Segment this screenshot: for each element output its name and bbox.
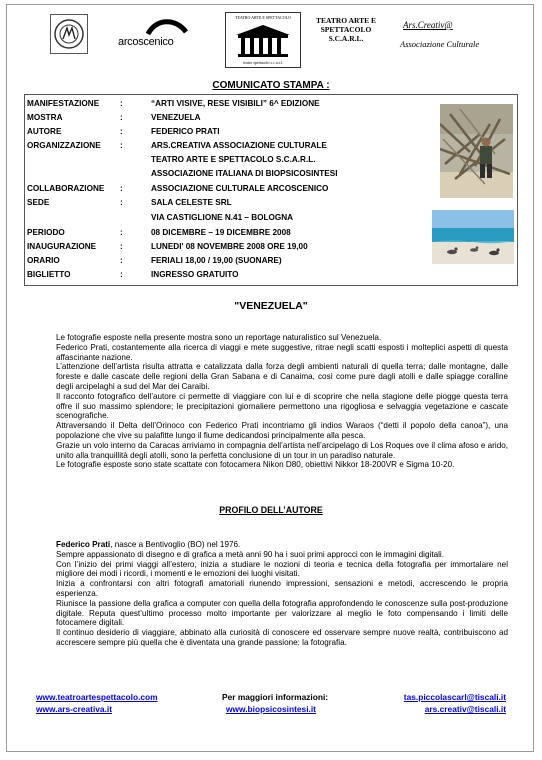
paragraph: Il racconto fotografico dell’autore ci permette di viaggiare con lui e di scoprire che nella stagione delle piogge questa terra offre il suo massimo splendore; le precipitazioni giornaliere permettono una rigogliosa e selvaggia vegetazione e cascate scenografiche. [56,391,508,421]
info-key: ORGANIZZAZIONE [27,141,101,150]
teatro-arte-spettacolo-badge [225,12,301,68]
paragraph [56,540,508,550]
info-value: LUNEDI' 08 NOVEMBRE 2008 ORE 19,00 [151,242,308,251]
badge-top-text: TEATRO ARTE E SPETTACOLO [235,15,291,20]
arcoscenico-logo [118,20,198,50]
info-value: “ARTI VISIVE, RESE VISIBILI” 6^ EDIZIONE [151,99,320,108]
author-profile-heading: PROFILO DELL’AUTORE [219,505,323,515]
paragraph: L’attenzione dell’artista risulta attratta e catalizzata dalla forza degli ambienti naturali di quella terra; dalle montagne, dalle foreste e dalle cascate delle regioni della Gran Sabana e di Canaima, così come pure dagli atolli e dalle spiagge coralline degli arcipelaghi a sud del Mar dei Caraibi. [56,362,508,391]
press-release-title: COMUNICATO STAMPA : [212,80,330,91]
paragraph: Le fotografie esposte sono state scattate con fotocamera Nikon D80, obiettivi Nikkor 18-200VR e Sigma 10-20. [56,460,455,470]
paragraph: Attraversando il Delta dell’Orinoco con Federico Prati incontriamo gli indios Waraos (“detti il popolo della canoa”), una popolazione che vive su palafitte lungo il fiume dedicandosi principalmente alla pesca. [56,421,508,440]
info-key: ORARIO [27,256,60,265]
ars-creativa-subtitle: Associazione Culturale [400,39,480,49]
info-sep: : [120,228,123,237]
ars-creativa-email-link[interactable]: ars.creativ@tiscali.it [424,704,506,714]
teatro-name-text: TEATRO ARTE E SPETTACOLO S.C.A.R.L. [315,16,377,43]
info-key: SEDE [27,198,50,207]
ars-creativa-logo [400,20,510,49]
info-key: PERIODO [27,228,65,237]
exhibition-description [56,333,508,470]
ars-creativa-name: Ars.Creativ@ [403,20,453,30]
info-value: ASSOCIAZIONE CULTURALE ARCOSCENICO [151,184,329,193]
paragraph: Il continuo desiderio di viaggiare, abbinato alla curiosità di conoscere ed osservare sempre nuove realtà, contribuiscono ad accrescere sempre più quella che è diventata una grande passione: la fotografia. [56,628,508,647]
info-key: MOSTRA [27,113,63,122]
info-sep: : [120,184,123,193]
info-sep: : [120,113,123,122]
info-value: TEATRO ARTE E SPETTACOLO S.C.A.R.L. [151,155,316,164]
info-sep: : [120,256,123,265]
info-key: COLLABORAZIONE [27,184,105,193]
author-name: Federico Prati [56,540,111,549]
info-sep: : [120,141,123,150]
info-value: INGRESSO GRATUITO [151,270,239,279]
info-value: SALA CELESTE SRL [151,198,232,207]
info-value: 08 DICEMBRE – 19 DICEMBRE 2008 [151,228,291,237]
paragraph: Inizia a confrontarsi con altri fotografi amatoriali riunendo impressioni, sensazioni e metodi, accrescendo le propria esperienza. [56,579,508,598]
paragraph: Federico Prati, costantemente alla ricerca di viaggi e mete suggestive, ritrae negli scatti esposti i molteplici aspetti di questa affascinante nazione. [56,342,508,362]
paragraph: Sempre appassionato di disegno e di grafica a metà anni 90 ha i suoi primi approcci con le immagini digitali. [56,549,444,559]
badge-bottom-text: teatro spettacolo s.c.a.r.l. [243,60,283,65]
photographer-photo [440,104,513,198]
info-sep: : [120,198,123,207]
theatre-building-icon [226,21,300,61]
info-key: INAUGURAZIONE [27,242,97,251]
info-sep: : [120,99,123,108]
arcoscenico-label: arcoscenico [118,36,174,48]
info-value: VENEZUELA [151,113,201,122]
info-key: BIGLIETTO [27,270,71,279]
info-key: MANIFESTAZIONE [27,99,100,108]
info-sep: : [120,242,123,251]
circle-monogram-logo [50,14,88,54]
teatro-website-link[interactable]: www.teatroartespettacolo.com [36,692,158,702]
exhibition-heading: "VENEZUELA" [234,300,308,312]
info-value: FEDERICO PRATI [151,127,220,136]
info-sep: : [120,127,123,136]
biopsicosintesi-website-link[interactable]: www.biopsicosintesi.it [226,704,316,714]
author-profile-text [56,540,508,648]
info-value: VIA CASTIGLIONE N.41 – BOLOGNA [151,213,294,222]
paragraph: Riunisce la passione della grafica a computer con quella della fotografia approfondendo le conoscenze sulla post-produzione digitale. Reputa quest’ultimo processo molto importante per valorizzare al meglio le foto compensando i limiti delle fotocamere digitali. [56,598,508,628]
info-value: FERIALI 18,00 / 19,00 (SUONARE) [151,256,282,265]
info-value: ASSOCIAZIONE ITALIANA DI BIOPSICOSINTESI [151,169,338,178]
beach-photo [432,210,514,264]
ars-creativa-website-link[interactable]: www.ars-creativa.it [36,704,113,714]
author-birth: , nasce a Bentivoglio (BO) nel 1976. [110,540,241,549]
paragraph: Grazie un volo interno da Caracas arriviamo in compagnia dell’artista nell’arcipelago di Los Roques ove il clima afoso e arido, unito alla tranquillità degli atolli, sono la perfetta conclusione di un tour in un paradiso naturale. [56,440,508,460]
paragraph: Con l’inizio dei primi viaggi all’estero, inizia a studiare le nozioni di teoria e tecnica della fotografia per immortalare nel migliore dei modi i ricordi, i momenti e le emozioni dei luoghi visitati. [56,559,508,579]
paragraph: Le fotografie esposte nella presente mostra sono un reportage naturalistico sul Venezuela. [56,333,382,342]
info-sep: : [120,270,123,279]
teatro-email-link[interactable]: tas.piccolascarl@tiscali.it [403,692,506,702]
info-key: AUTORE [27,127,62,136]
info-value: ARS.CREATIVA ASSOCIAZIONE CULTURALE [151,141,327,150]
more-info-label: Per maggiori informazioni: [222,692,329,702]
